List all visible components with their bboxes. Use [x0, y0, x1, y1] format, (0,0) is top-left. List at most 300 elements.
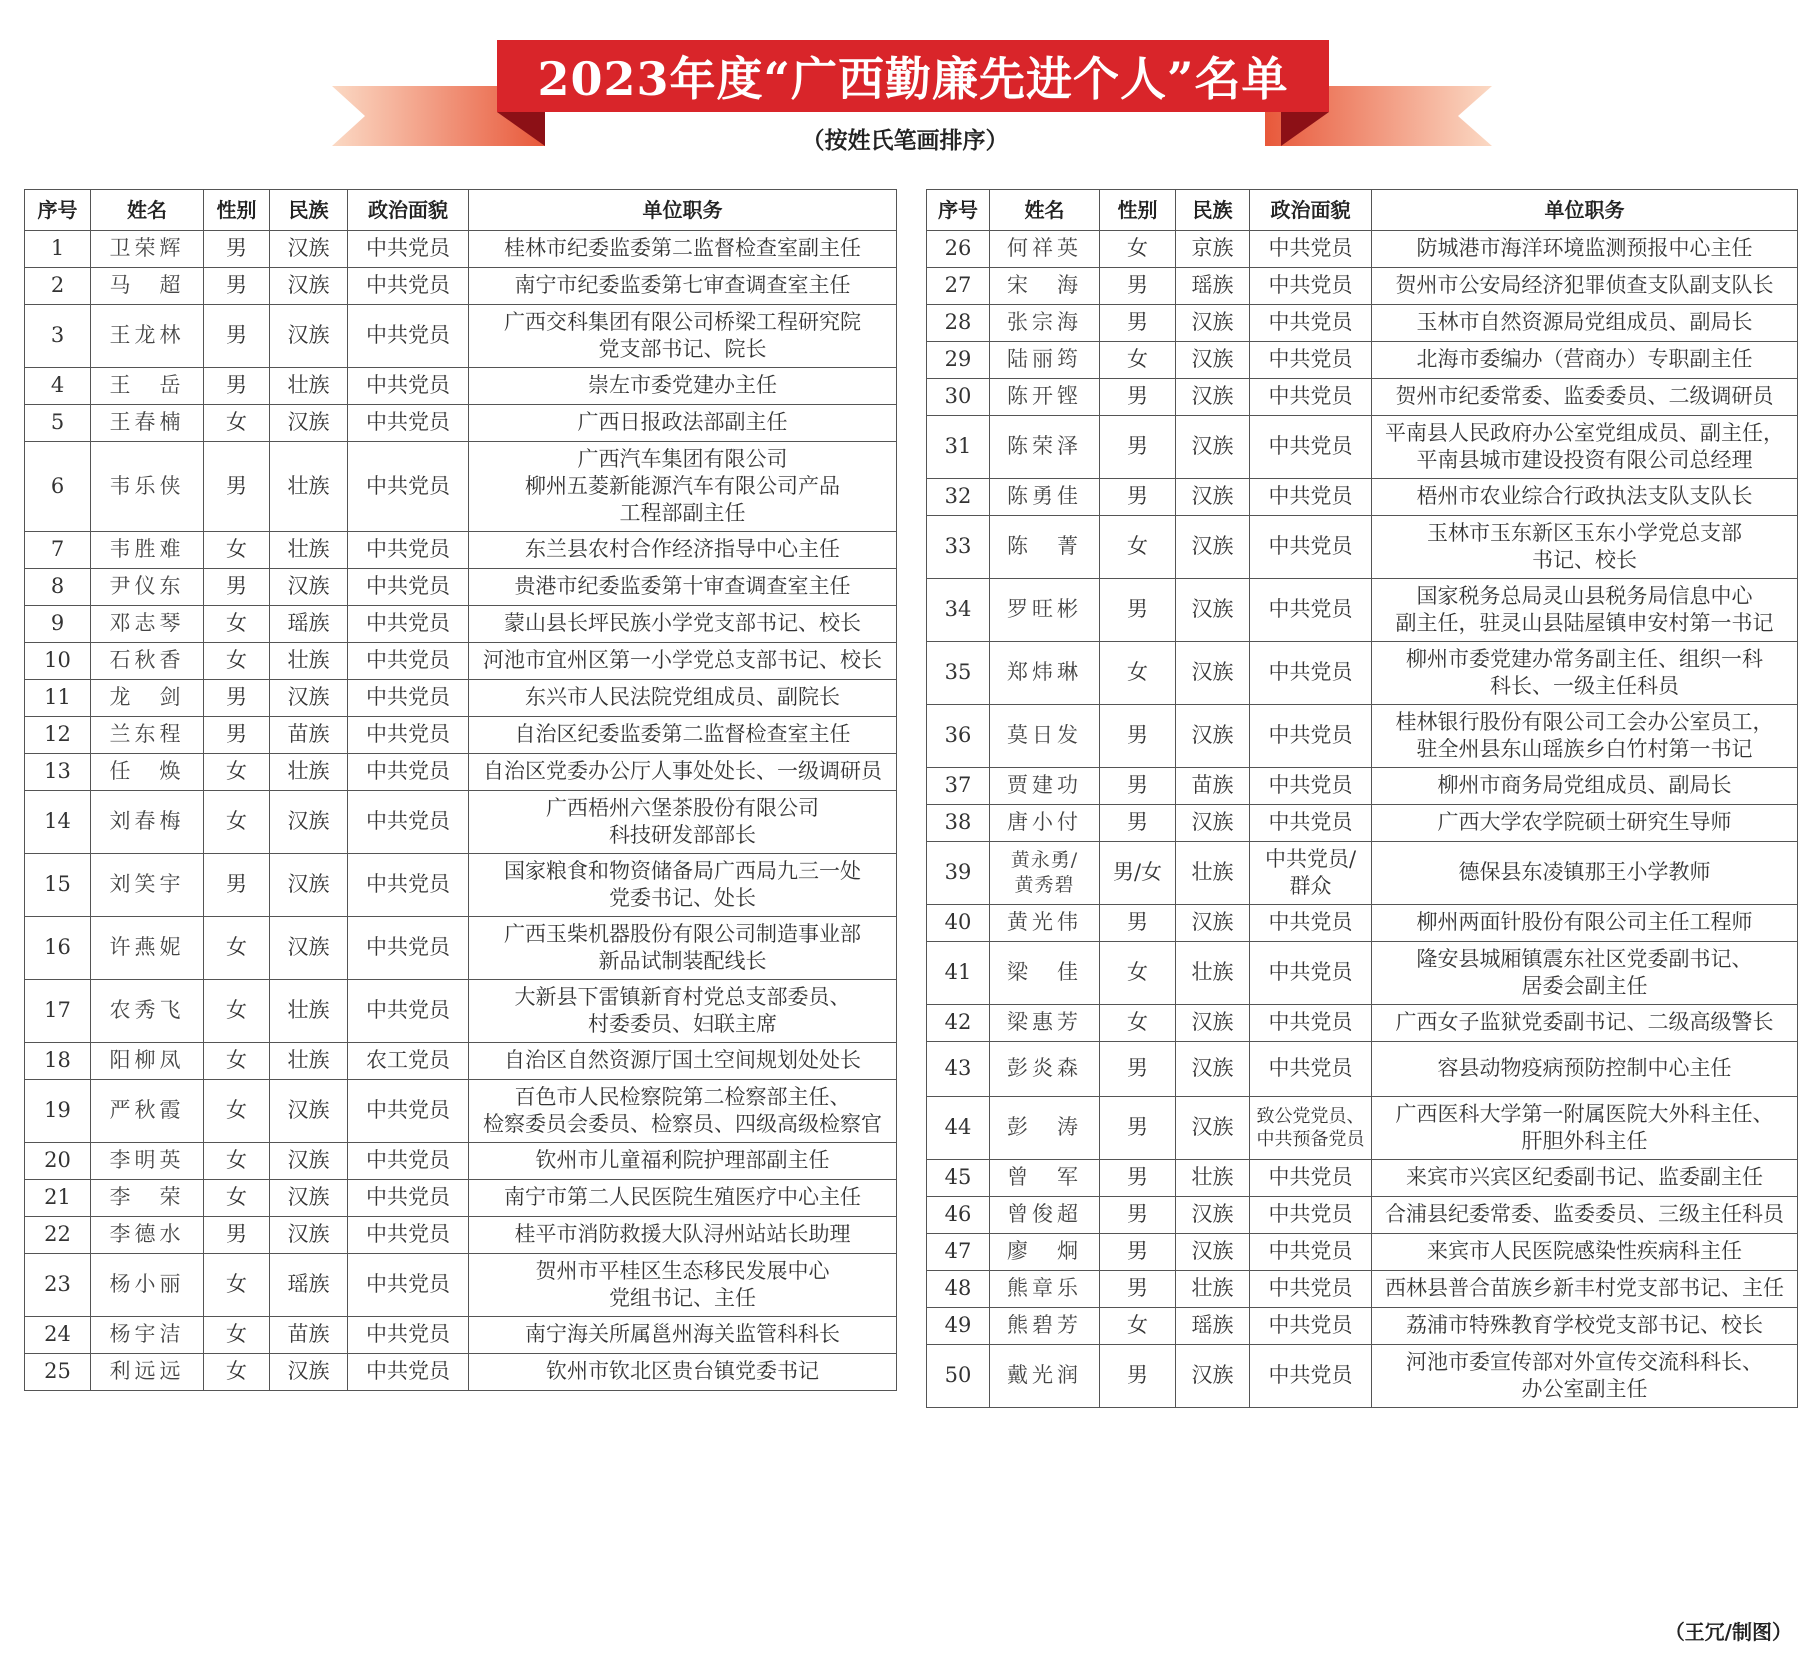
cell-name: 农秀飞 — [91, 980, 204, 1043]
cell-ethnicity: 苗族 — [270, 1317, 348, 1354]
page-subtitle: （按姓氏笔画排序） — [801, 128, 1009, 154]
page-title: 2023年度“广西勤廉先进个人”名单 — [537, 52, 1289, 106]
cell-ethnicity: 苗族 — [1176, 768, 1250, 805]
cell-gender: 女 — [204, 791, 270, 854]
cell-gender: 男 — [1100, 479, 1176, 516]
cell-position: 东兴市人民法院党组成员、副院长 — [469, 680, 897, 717]
cell-party: 中共党员 — [348, 569, 469, 606]
cell-party: 中共党员 — [1250, 1308, 1372, 1345]
cell-name: 王春楠 — [91, 405, 204, 442]
cell-seq: 22 — [25, 1217, 91, 1254]
table-row — [927, 231, 1798, 268]
table-row — [25, 754, 897, 791]
table-row — [25, 791, 897, 854]
cell-seq: 32 — [927, 479, 990, 516]
cell-position: 德保县东凌镇那王小学教师 — [1372, 842, 1798, 905]
cell-seq: 3 — [25, 305, 91, 368]
table-row — [25, 1180, 897, 1217]
table-row — [927, 1160, 1798, 1197]
cell-position: 东兰县农村合作经济指导中心主任 — [469, 532, 897, 569]
cell-ethnicity: 瑶族 — [1176, 1308, 1250, 1345]
cell-ethnicity: 汉族 — [1176, 1042, 1250, 1097]
cell-seq: 7 — [25, 532, 91, 569]
cell-name: 熊碧芳 — [990, 1308, 1100, 1345]
cell-seq: 48 — [927, 1271, 990, 1308]
table-row — [25, 1217, 897, 1254]
table-row — [25, 1080, 897, 1143]
cell-position: 自治区纪委监委第二监督检查室主任 — [469, 717, 897, 754]
cell-gender: 男 — [1100, 805, 1176, 842]
cell-name: 刘笑宇 — [91, 854, 204, 917]
cell-name: 熊章乐 — [990, 1271, 1100, 1308]
cell-position: 柳州两面针股份有限公司主任工程师 — [1372, 905, 1798, 942]
cell-ethnicity: 汉族 — [1176, 1005, 1250, 1042]
cell-position: 广西女子监狱党委副书记、二级高级警长 — [1372, 1005, 1798, 1042]
cell-gender: 女 — [1100, 342, 1176, 379]
cell-party: 中共党员 — [1250, 342, 1372, 379]
table-row — [25, 1317, 897, 1354]
cell-name: 严秋霞 — [91, 1080, 204, 1143]
cell-party: 中共党员 — [348, 405, 469, 442]
cell-seq: 38 — [927, 805, 990, 842]
cell-name: 王龙林 — [91, 305, 204, 368]
table-row — [927, 342, 1798, 379]
cell-gender: 男 — [204, 680, 270, 717]
table-row — [25, 917, 897, 980]
cell-gender: 女 — [204, 643, 270, 680]
cell-party: 中共党员 — [1250, 1005, 1372, 1042]
cell-party: 中共党员 — [348, 442, 469, 532]
cell-gender: 女 — [1100, 516, 1176, 579]
cell-gender: 男 — [1100, 579, 1176, 642]
col-header-position: 单位职务 — [469, 190, 897, 231]
cell-ethnicity: 汉族 — [1176, 1097, 1250, 1160]
cell-ethnicity: 汉族 — [1176, 416, 1250, 479]
cell-seq: 33 — [927, 516, 990, 579]
table-row — [25, 854, 897, 917]
cell-gender: 女 — [1100, 231, 1176, 268]
cell-party: 中共党员 — [348, 717, 469, 754]
cell-gender: 男 — [204, 268, 270, 305]
cell-name: 卫荣辉 — [91, 231, 204, 268]
cell-seq: 40 — [927, 905, 990, 942]
cell-gender: 女 — [1100, 1308, 1176, 1345]
roster-table-left — [24, 189, 897, 1391]
cell-party: 中共党员 — [1250, 305, 1372, 342]
cell-gender: 男 — [1100, 416, 1176, 479]
cell-seq: 23 — [25, 1254, 91, 1317]
cell-position: 贵港市纪委监委第十审查调查室主任 — [469, 569, 897, 606]
cell-position: 贺州市纪委常委、监委委员、二级调研员 — [1372, 379, 1798, 416]
cell-party: 中共党员 — [1250, 379, 1372, 416]
cell-position: 桂林市纪委监委第二监督检查室副主任 — [469, 231, 897, 268]
cell-gender: 女 — [1100, 1005, 1176, 1042]
cell-position: 来宾市兴宾区纪委副书记、监委副主任 — [1372, 1160, 1798, 1197]
cell-position: 广西梧州六堡茶股份有限公司 科技研发部部长 — [469, 791, 897, 854]
cell-seq: 1 — [25, 231, 91, 268]
col-header-gender: 性别 — [1100, 190, 1176, 231]
cell-party: 中共党员 — [348, 917, 469, 980]
roster-table-right — [926, 189, 1798, 1408]
cell-party: 中共党员 — [348, 1354, 469, 1391]
cell-gender: 女 — [204, 606, 270, 643]
cell-ethnicity: 汉族 — [270, 1217, 348, 1254]
cell-ethnicity: 壮族 — [270, 754, 348, 791]
cell-position: 柳州市委党建办常务副主任、组织一科 科长、一级主任科员 — [1372, 642, 1798, 705]
table-row — [927, 1005, 1798, 1042]
cell-party: 中共党员 — [1250, 479, 1372, 516]
cell-ethnicity: 汉族 — [270, 917, 348, 980]
cell-position: 南宁市第二人民医院生殖医疗中心主任 — [469, 1180, 897, 1217]
cell-seq: 34 — [927, 579, 990, 642]
cell-seq: 2 — [25, 268, 91, 305]
cell-ethnicity: 汉族 — [270, 405, 348, 442]
cell-name: 梁 佳 — [990, 942, 1100, 1005]
cell-position: 广西汽车集团有限公司 柳州五菱新能源汽车有限公司产品 工程部副主任 — [469, 442, 897, 532]
cell-name: 许燕妮 — [91, 917, 204, 980]
cell-ethnicity: 京族 — [1176, 231, 1250, 268]
cell-party: 中共党员 — [348, 368, 469, 405]
cell-position: 南宁市纪委监委第七审查调查室主任 — [469, 268, 897, 305]
cell-name: 罗旺彬 — [990, 579, 1100, 642]
cell-seq: 46 — [927, 1197, 990, 1234]
cell-seq: 11 — [25, 680, 91, 717]
cell-gender: 男 — [1100, 1345, 1176, 1408]
cell-ethnicity: 瑶族 — [1176, 268, 1250, 305]
cell-ethnicity: 壮族 — [1176, 942, 1250, 1005]
cell-ethnicity: 汉族 — [270, 1080, 348, 1143]
cell-party: 中共党员 — [348, 1317, 469, 1354]
cell-party: 中共党员 — [348, 1143, 469, 1180]
cell-party: 中共党员 — [1250, 1160, 1372, 1197]
cell-ethnicity: 壮族 — [270, 980, 348, 1043]
cell-gender: 女 — [204, 1143, 270, 1180]
cell-party: 中共党员 — [348, 268, 469, 305]
cell-party: 中共党员 — [348, 754, 469, 791]
cell-position: 合浦县纪委常委、监委委员、三级主任科员 — [1372, 1197, 1798, 1234]
cell-gender: 男 — [1100, 705, 1176, 768]
cell-gender: 男 — [1100, 1197, 1176, 1234]
cell-name: 李德水 — [91, 1217, 204, 1254]
cell-ethnicity: 汉族 — [270, 791, 348, 854]
cell-party: 中共党员 — [348, 231, 469, 268]
cell-ethnicity: 壮族 — [270, 442, 348, 532]
cell-position: 桂林银行股份有限公司工会办公室员工， 驻全州县东山瑶族乡白竹村第一书记 — [1372, 705, 1798, 768]
cell-seq: 43 — [927, 1042, 990, 1097]
cell-position: 国家税务总局灵山县税务局信息中心 副主任，驻灵山县陆屋镇申安村第一书记 — [1372, 579, 1798, 642]
cell-seq: 19 — [25, 1080, 91, 1143]
cell-name: 石秋香 — [91, 643, 204, 680]
table-row — [25, 442, 897, 532]
cell-ethnicity: 壮族 — [1176, 842, 1250, 905]
table-row — [25, 1254, 897, 1317]
cell-gender: 男 — [1100, 268, 1176, 305]
cell-seq: 20 — [25, 1143, 91, 1180]
cell-name: 戴光润 — [990, 1345, 1100, 1408]
cell-party: 中共党员 — [348, 791, 469, 854]
cell-ethnicity: 汉族 — [270, 569, 348, 606]
cell-position: 自治区自然资源厅国土空间规划处处长 — [469, 1043, 897, 1080]
cell-name: 陆丽筠 — [990, 342, 1100, 379]
cell-party: 中共党员 — [1250, 942, 1372, 1005]
cell-name: 杨小丽 — [91, 1254, 204, 1317]
cell-position: 贺州市公安局经济犯罪侦查支队副支队长 — [1372, 268, 1798, 305]
cell-seq: 24 — [25, 1317, 91, 1354]
col-header-party: 政治面貌 — [1250, 190, 1372, 231]
cell-name: 任 焕 — [91, 754, 204, 791]
cell-position: 广西医科大学第一附属医院大外科主任、 肝胆外科主任 — [1372, 1097, 1798, 1160]
cell-name: 彭 涛 — [990, 1097, 1100, 1160]
cell-seq: 44 — [927, 1097, 990, 1160]
cell-ethnicity: 汉族 — [1176, 479, 1250, 516]
cell-gender: 男 — [1100, 768, 1176, 805]
cell-name: 陈开铿 — [990, 379, 1100, 416]
table-row — [927, 805, 1798, 842]
cell-gender: 女 — [204, 980, 270, 1043]
cell-seq: 8 — [25, 569, 91, 606]
cell-name: 唐小付 — [990, 805, 1100, 842]
cell-seq: 14 — [25, 791, 91, 854]
cell-party: 中共党员 — [348, 980, 469, 1043]
cell-ethnicity: 汉族 — [270, 305, 348, 368]
cell-ethnicity: 汉族 — [1176, 1345, 1250, 1408]
cell-ethnicity: 汉族 — [270, 680, 348, 717]
table-row — [927, 516, 1798, 579]
cell-party: 中共党员 — [348, 1254, 469, 1317]
col-header-seq: 序号 — [25, 190, 91, 231]
cell-gender: 男 — [204, 717, 270, 754]
cell-ethnicity: 汉族 — [1176, 516, 1250, 579]
table-row — [25, 980, 897, 1043]
table-row — [25, 268, 897, 305]
cell-seq: 41 — [927, 942, 990, 1005]
table-row — [927, 305, 1798, 342]
table-row — [927, 1271, 1798, 1308]
cell-name: 韦胜难 — [91, 532, 204, 569]
cell-gender: 女 — [204, 1254, 270, 1317]
cell-party: 中共党员 — [348, 532, 469, 569]
table-row — [25, 368, 897, 405]
cell-ethnicity: 壮族 — [270, 532, 348, 569]
table-row — [927, 1234, 1798, 1271]
cell-position: 梧州市农业综合行政执法支队支队长 — [1372, 479, 1798, 516]
cell-ethnicity: 汉族 — [1176, 705, 1250, 768]
cell-party: 农工党员 — [348, 1043, 469, 1080]
table-row — [25, 231, 897, 268]
cell-ethnicity: 汉族 — [1176, 579, 1250, 642]
cell-party: 中共党员 — [348, 1217, 469, 1254]
cell-ethnicity: 汉族 — [270, 1354, 348, 1391]
cell-gender: 男 — [1100, 1271, 1176, 1308]
cell-gender: 女 — [1100, 642, 1176, 705]
cell-position: 广西日报政法部副主任 — [469, 405, 897, 442]
cell-seq: 10 — [25, 643, 91, 680]
cell-name: 廖 炯 — [990, 1234, 1100, 1271]
table-row — [927, 1345, 1798, 1408]
cell-name: 杨宇洁 — [91, 1317, 204, 1354]
cell-gender: 男 — [204, 305, 270, 368]
cell-gender: 男/女 — [1100, 842, 1176, 905]
cell-party: 中共党员 — [1250, 579, 1372, 642]
table-row — [25, 1143, 897, 1180]
table-row — [927, 1097, 1798, 1160]
cell-party: 中共党员 — [1250, 516, 1372, 579]
cell-position: 大新县下雷镇新育村党总支部委员、 村委委员、妇联主席 — [469, 980, 897, 1043]
table-row — [25, 606, 897, 643]
table-row — [25, 1043, 897, 1080]
cell-party: 中共党员 — [348, 680, 469, 717]
cell-ethnicity: 汉族 — [1176, 342, 1250, 379]
cell-position: 柳州市商务局党组成员、副局长 — [1372, 768, 1798, 805]
cell-name: 莫日发 — [990, 705, 1100, 768]
cell-ethnicity: 汉族 — [1176, 379, 1250, 416]
col-header-ethnicity: 民族 — [1176, 190, 1250, 231]
cell-name: 韦乐侠 — [91, 442, 204, 532]
cell-name: 李 荣 — [91, 1180, 204, 1217]
cell-seq: 12 — [25, 717, 91, 754]
cell-gender: 男 — [204, 569, 270, 606]
cell-position: 广西玉柴机器股份有限公司制造事业部 新品试制装配线长 — [469, 917, 897, 980]
table-row — [927, 1197, 1798, 1234]
cell-ethnicity: 汉族 — [1176, 1234, 1250, 1271]
cell-party: 致公党党员、 中共预备党员 — [1250, 1097, 1372, 1160]
cell-party: 中共党员 — [1250, 231, 1372, 268]
col-header-position: 单位职务 — [1372, 190, 1798, 231]
cell-ethnicity: 壮族 — [270, 643, 348, 680]
cell-ethnicity: 汉族 — [1176, 305, 1250, 342]
cell-party: 中共党员 — [1250, 805, 1372, 842]
table-row — [927, 705, 1798, 768]
cell-seq: 31 — [927, 416, 990, 479]
cell-gender: 女 — [204, 1180, 270, 1217]
table-row — [25, 405, 897, 442]
cell-seq: 36 — [927, 705, 990, 768]
cell-position: 广西交科集团有限公司桥梁工程研究院 党支部书记、院长 — [469, 305, 897, 368]
cell-seq: 35 — [927, 642, 990, 705]
cell-position: 北海市委编办（营商办）专职副主任 — [1372, 342, 1798, 379]
col-header-seq: 序号 — [927, 190, 990, 231]
table-row — [25, 305, 897, 368]
cell-ethnicity: 汉族 — [270, 268, 348, 305]
cell-position: 南宁海关所属邕州海关监管科科长 — [469, 1317, 897, 1354]
cell-position: 百色市人民检察院第二检察部主任、 检察委员会委员、检察员、四级高级检察官 — [469, 1080, 897, 1143]
cell-seq: 49 — [927, 1308, 990, 1345]
cell-name: 张宗海 — [990, 305, 1100, 342]
table-row — [927, 579, 1798, 642]
cell-name: 贾建功 — [990, 768, 1100, 805]
cell-position: 来宾市人民医院感染性疾病科主任 — [1372, 1234, 1798, 1271]
cell-name: 何祥英 — [990, 231, 1100, 268]
cell-position: 平南县人民政府办公室党组成员、副主任， 平南县城市建设投资有限公司总经理 — [1372, 416, 1798, 479]
cell-seq: 6 — [25, 442, 91, 532]
cell-name: 刘春梅 — [91, 791, 204, 854]
cell-position: 河池市委宣传部对外宣传交流科科长、 办公室副主任 — [1372, 1345, 1798, 1408]
table-row — [927, 942, 1798, 1005]
cell-name: 李明英 — [91, 1143, 204, 1180]
cell-seq: 16 — [25, 917, 91, 980]
cell-position: 崇左市委党建办主任 — [469, 368, 897, 405]
cell-seq: 5 — [25, 405, 91, 442]
cell-seq: 29 — [927, 342, 990, 379]
cell-seq: 21 — [25, 1180, 91, 1217]
cell-gender: 男 — [204, 368, 270, 405]
cell-name: 黄永勇/ 黄秀碧 — [990, 842, 1100, 905]
cell-party: 中共党员 — [348, 1180, 469, 1217]
cell-name: 邓志琴 — [91, 606, 204, 643]
cell-ethnicity: 壮族 — [270, 368, 348, 405]
cell-seq: 9 — [25, 606, 91, 643]
cell-position: 防城港市海洋环境监测预报中心主任 — [1372, 231, 1798, 268]
cell-position: 河池市宜州区第一小学党总支部书记、校长 — [469, 643, 897, 680]
cell-ethnicity: 汉族 — [1176, 1197, 1250, 1234]
cell-gender: 女 — [204, 1354, 270, 1391]
col-header-name: 姓名 — [990, 190, 1100, 231]
cell-party: 中共党员 — [348, 854, 469, 917]
cell-party: 中共党员 — [348, 1080, 469, 1143]
cell-name: 曾俊超 — [990, 1197, 1100, 1234]
cell-party: 中共党员 — [1250, 768, 1372, 805]
cell-name: 黄光伟 — [990, 905, 1100, 942]
header-banner — [0, 0, 1810, 160]
cell-position: 自治区党委办公厅人事处处长、一级调研员 — [469, 754, 897, 791]
cell-position: 容县动物疫病预防控制中心主任 — [1372, 1042, 1798, 1097]
cell-gender: 男 — [1100, 1097, 1176, 1160]
cell-ethnicity: 汉族 — [1176, 642, 1250, 705]
credit-line: （王冗/制图） — [1664, 1620, 1792, 1644]
cell-party: 中共党员 — [348, 606, 469, 643]
cell-gender: 男 — [204, 231, 270, 268]
cell-party: 中共党员/ 群众 — [1250, 842, 1372, 905]
cell-seq: 27 — [927, 268, 990, 305]
table-row — [25, 680, 897, 717]
table-header-row — [25, 190, 897, 231]
cell-gender: 女 — [204, 917, 270, 980]
cell-position: 贺州市平桂区生态移民发展中心 党组书记、主任 — [469, 1254, 897, 1317]
cell-seq: 50 — [927, 1345, 990, 1408]
cell-name: 梁惠芳 — [990, 1005, 1100, 1042]
cell-gender: 女 — [204, 532, 270, 569]
cell-position: 广西大学农学院硕士研究生导师 — [1372, 805, 1798, 842]
cell-seq: 4 — [25, 368, 91, 405]
cell-seq: 15 — [25, 854, 91, 917]
cell-seq: 13 — [25, 754, 91, 791]
cell-name: 马 超 — [91, 268, 204, 305]
cell-seq: 28 — [927, 305, 990, 342]
cell-party: 中共党员 — [1250, 1197, 1372, 1234]
cell-position: 西林县普合苗族乡新丰村党支部书记、主任 — [1372, 1271, 1798, 1308]
table-row — [927, 905, 1798, 942]
table-row — [25, 1354, 897, 1391]
cell-gender: 男 — [204, 442, 270, 532]
cell-seq: 39 — [927, 842, 990, 905]
cell-name: 陈勇佳 — [990, 479, 1100, 516]
cell-ethnicity: 壮族 — [270, 1043, 348, 1080]
cell-party: 中共党员 — [1250, 1042, 1372, 1097]
cell-ethnicity: 汉族 — [1176, 905, 1250, 942]
cell-gender: 女 — [204, 1317, 270, 1354]
cell-seq: 37 — [927, 768, 990, 805]
cell-gender: 男 — [1100, 1160, 1176, 1197]
cell-gender: 男 — [1100, 905, 1176, 942]
cell-gender: 男 — [1100, 1042, 1176, 1097]
table-row — [927, 768, 1798, 805]
cell-gender: 男 — [1100, 305, 1176, 342]
cell-name: 陈 菁 — [990, 516, 1100, 579]
table-row — [927, 379, 1798, 416]
cell-party: 中共党员 — [1250, 1234, 1372, 1271]
cell-gender: 女 — [204, 1043, 270, 1080]
table-row — [927, 1308, 1798, 1345]
